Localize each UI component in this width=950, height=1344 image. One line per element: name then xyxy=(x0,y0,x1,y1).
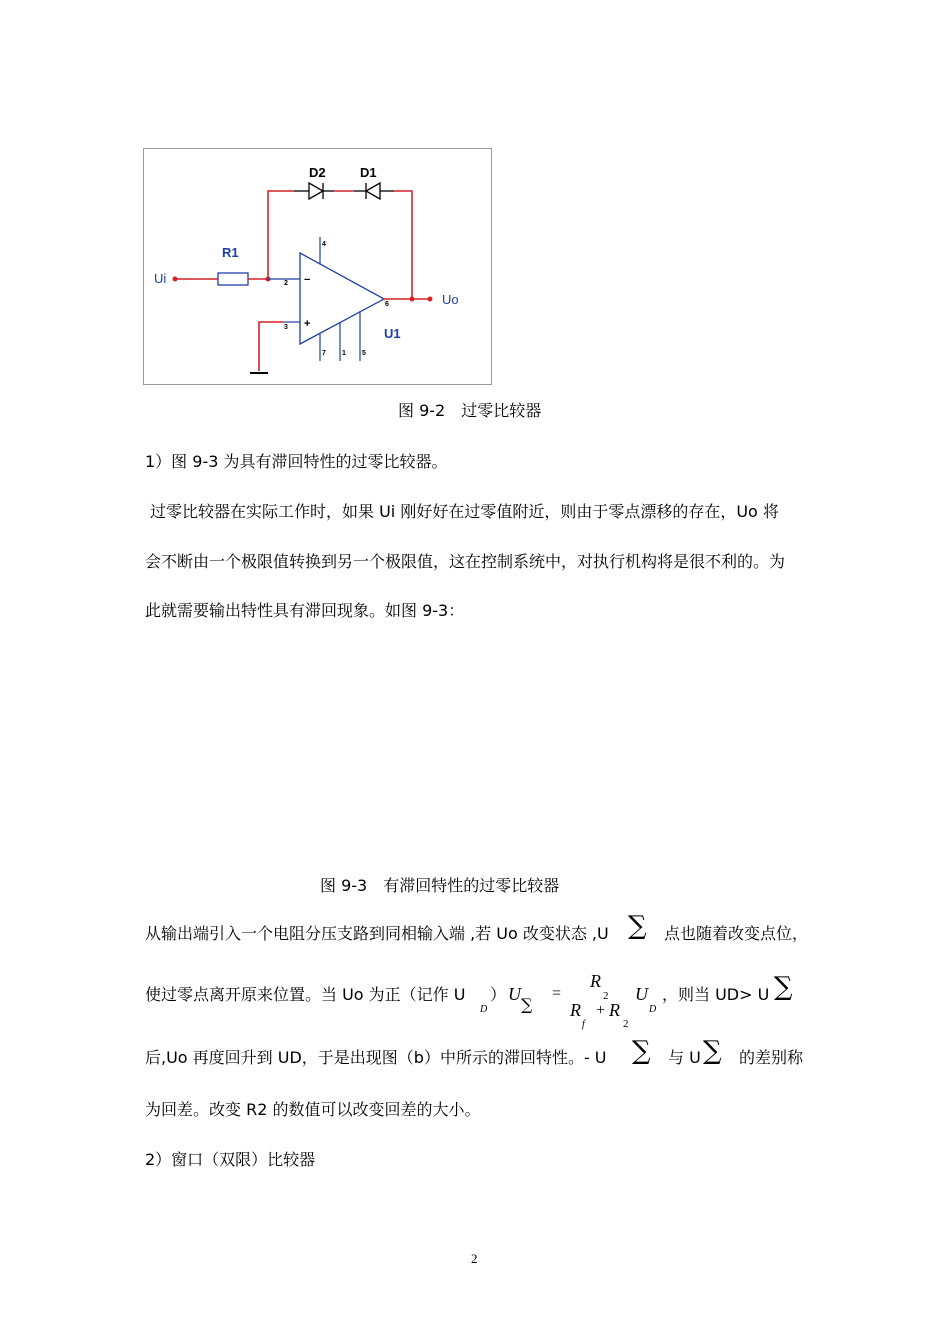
page-number: 2 xyxy=(471,1251,478,1266)
formula-den-2: 2 xyxy=(623,1018,629,1030)
ui-label: Ui xyxy=(154,271,167,286)
paragraph-3-line-3b: 与 U xyxy=(668,1048,701,1067)
pin2-num: 2 xyxy=(284,280,288,287)
sigma-symbol-1: ∑ xyxy=(628,911,647,941)
diode-d2 xyxy=(294,183,334,199)
minus-sign: − xyxy=(304,274,311,286)
feedback-wire xyxy=(268,191,294,279)
paragraph-2-line-1: 过零比较器在实际工作时，如果 Ui 刚好好在过零值附近，则由于零点漂移的存在，Uo 将 xyxy=(150,502,779,521)
paragraph-3-line-2b: ） xyxy=(490,985,507,1004)
pin7-num: 7 xyxy=(322,350,326,357)
sigma-symbol-4: ∑ xyxy=(703,1036,722,1066)
paragraph-2-line-3: 此就需要输出特性具有滞回现象。如图 9-3： xyxy=(145,601,465,620)
pin3-num: 3 xyxy=(284,324,288,331)
paragraph-1: 1）图 9-3 为具有滞回特性的过零比较器。 xyxy=(145,452,448,471)
u1-label: U1 xyxy=(384,326,401,341)
paragraph-3-line-3a: 后,Uo 再度回升到 UD，于是出现图（b）中所示的滞回特性。- U xyxy=(145,1048,607,1067)
paragraph-3-line-4: 为回差。改变 R2 的数值可以改变回差的大小。 xyxy=(145,1100,481,1119)
formula-den-r2: R xyxy=(609,1000,620,1020)
d1-label: D1 xyxy=(360,165,377,180)
paragraph-3-line-1a: 从输出端引入一个电阻分压支路到同相输入端 ,若 Uo 改变状态 ,U xyxy=(145,924,609,943)
pin4-num: 4 xyxy=(322,241,326,248)
circuit-diagram xyxy=(143,148,492,385)
resistor-r1 xyxy=(218,273,248,285)
sub-d-1: D xyxy=(480,1004,488,1015)
formula-den-f: f xyxy=(582,1019,585,1030)
paragraph-3-line-3c: 的差别称 xyxy=(739,1048,804,1067)
pin6-num: 6 xyxy=(385,301,389,308)
paragraph-4: 2）窗口（双限）比较器 xyxy=(145,1150,316,1169)
fig-9-3-caption: 图 9-3 有滞回特性的过零比较器 xyxy=(320,876,560,895)
pin1-num: 1 xyxy=(342,350,346,357)
ground-wire xyxy=(259,322,284,371)
paragraph-3-line-2a: 使过零点离开原来位置。当 Uo 为正（记作 U xyxy=(145,985,466,1004)
formula-num-r: R xyxy=(590,971,601,991)
sigma-symbol-2: ∑ xyxy=(774,972,793,1002)
pin5-num: 5 xyxy=(362,350,366,357)
sigma-symbol-3: ∑ xyxy=(632,1036,651,1066)
d2-label: D2 xyxy=(309,165,326,180)
uo-label: Uo xyxy=(442,292,459,307)
formula-rhs-u: U xyxy=(635,984,648,1004)
plus-sign: + xyxy=(304,318,311,330)
uo-terminal xyxy=(428,297,433,302)
feedback-wire-right xyxy=(394,191,412,299)
formula-den-rf: R xyxy=(570,1000,581,1020)
fig-9-2-caption: 图 9-2 过零比较器 xyxy=(398,401,542,420)
formula-rhs-d: D xyxy=(649,1004,657,1015)
diode-d1 xyxy=(354,183,394,199)
paragraph-2-line-2: 会不断由一个极限值转换到另一个极限值，这在控制系统中，对执行机构将是很不利的。为 xyxy=(145,552,786,571)
formula-eq: = xyxy=(552,985,562,1002)
r1-label: R1 xyxy=(222,245,239,260)
formula-lhs-sigma: ∑ xyxy=(521,995,533,1014)
formula-den-plus: + xyxy=(596,1002,606,1019)
opamp-u1 xyxy=(300,253,384,344)
formula-lhs-u: U xyxy=(508,984,521,1004)
paragraph-3-line-1b: 点也随着改变点位， xyxy=(664,924,809,943)
paragraph-3-line-2c: ，则当 UD> U xyxy=(662,985,770,1004)
formula-num-2: 2 xyxy=(603,990,609,1002)
